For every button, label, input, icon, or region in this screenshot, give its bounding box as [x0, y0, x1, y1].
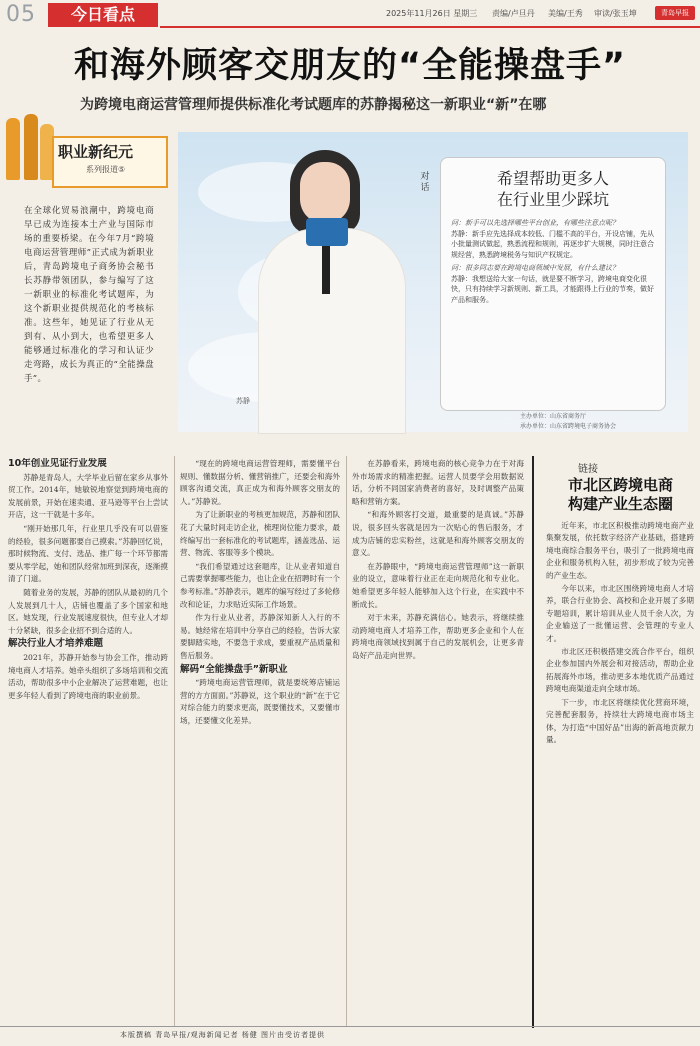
credit-organizer: 主办单位：山东省商务厅 — [520, 413, 587, 420]
paragraph: 在苏静眼中，“跨境电商运营管理师”这一新职业的设立，意味着行业正在走向规范化和专业化。她希望更多年轻人能够加入这个行业，在实践中不断成长。 — [352, 561, 524, 609]
question-1: 问：新手可以先选择哪些平台创业，有哪些注意点呢？ — [451, 219, 619, 227]
paragraph: 作为行业从业者，苏静深知新人入行的不易。她经常在培训中分享自己的经验，告诉大家要脚踏实地，不要急于求成，要重视产品质量和售后服务。 — [180, 613, 340, 660]
article-column-1 — [8, 458, 168, 1026]
person-body — [258, 228, 406, 434]
header-date: 2025年11月26日 星期三 — [386, 9, 478, 18]
microphone-icon — [306, 218, 348, 246]
paragraph: “和海外顾客打交道，最重要的是真诚。”苏静说，很多回头客就是因为一次贴心的售后服务，才成为店铺的忠实粉丝，这就是和海外顾客交朋友的意义。 — [352, 510, 524, 558]
section-heading: 10年创业见证行业发展 — [8, 458, 107, 469]
answer-2: 苏静：我想送给大家一句话，就是要不断学习，跨境电商变化很快，只有持续学习新规则、新工具，才能跟得上行业的节奏，做好产品和服务。 — [451, 274, 654, 304]
paragraph: 近年来，市北区积极推动跨境电商产业集聚发展，依托数字经济产业基础，搭建跨境电商综合服务平台，吸引了一批跨境电商企业和服务机构入驻，初步形成了较为完善的产业生态。 — [546, 521, 694, 580]
person-face — [300, 162, 350, 224]
header-proofreader: 审读/张玉坤 — [594, 9, 637, 18]
answer-1: 苏静：新手应先选择成本较低、门槛不高的平台，开设店铺，先从小批量测试做起，熟悉流程和规则，再逐步扩大规模，同时注意合规经营，熟悉跨境税务与知识产权规定。 — [451, 229, 654, 259]
paragraph: 为了让新职业的考核更加规范，苏静和团队花了大量时间走访企业，梳理岗位能力要求，最终编写出一套标准化的考试题库，涵盖选品、运营、物流、客服等多个模块。 — [180, 510, 340, 558]
sidebar-title-line2: 构建产业生态圈 — [567, 495, 673, 513]
footer-credit: 本版撰稿 青岛早报/观海新闻记者 杨健 图片由受访者提供 — [120, 1031, 326, 1039]
column-divider — [174, 456, 175, 1026]
paragraph: 下一步，市北区将继续优化营商环境，完善配套服务，持续壮大跨境电商市场主体，为打造“中国好品”出海的新高地贡献力量。 — [546, 697, 694, 744]
section-heading: 解决行业人才培养难题 — [8, 638, 104, 650]
intro-paragraph: 在全球化贸易浪潮中，跨境电商早已成为连接本土产业与国际市场的重要桥梁。在今年7月“跨境电商运营管理师”正式成为新职业后，青岛跨境电子商务协会秘书长苏静带领团队，参与编写了这一新职业的标准化考试题库，为这个新职业提供规范化的考核标准。这些年，她见证了行业从无到有、从小到大，也希望更多人能够通过标准化的学习和认证少走弯路，成长为真正的“全能操盘手”。 — [24, 206, 154, 384]
qa-box — [440, 157, 666, 411]
paragraph: 苏静是青岛人，大学毕业后留在家乡从事外贸工作。2014年，她敏锐地察觉到跨境电商的发展前景，开始在速卖通、亚马逊等平台上尝试开店，这一干就是十多年。 — [8, 472, 168, 520]
column-name: 今日看点 — [48, 3, 158, 27]
qa-title-line2: 在行业里少踩坑 — [496, 190, 609, 209]
paragraph: 对于未来，苏静充满信心。她表示，将继续推动跨境电商人才培养工作，帮助更多企业和个人在跨境电商领域找到属于自己的发展机会，让更多青岛好产品走向世界。 — [352, 613, 524, 660]
page-number: 05 — [6, 2, 36, 27]
dialogue-label: 对话 — [420, 172, 430, 193]
qa-text — [451, 218, 657, 305]
footer-rule — [0, 1026, 700, 1027]
sidebar-title — [548, 476, 693, 514]
person-silhouette-icon — [6, 118, 20, 180]
paragraph: “现在的跨境电商运营管理师，需要懂平台规则、懂数据分析、懂营销推广，还要会和海外顾客沟通交流，真正成为和海外顾客交朋友的人。”苏静说。 — [180, 459, 340, 506]
paragraph: 在苏静看来，跨境电商的核心竞争力在于对海外市场需求的精准把握。运营人员要学会用数据说话，分析不同国家消费者的喜好，及时调整产品策略和营销方案。 — [352, 459, 524, 506]
article-column-2 — [180, 458, 340, 1026]
article-column-3 — [352, 458, 524, 1026]
paragraph: “跨境电商运营管理师，就是要统筹店铺运营的方方面面。”苏静说，这个职业的“新”在于它对综合能力的要求更高，既要懂技术，又要懂市场，还要懂文化差异。 — [180, 678, 340, 725]
header-rule — [160, 26, 700, 28]
credit-block — [520, 412, 616, 432]
microphone-handle — [322, 244, 330, 294]
sidebar-title-line1: 市北区跨境电商 — [567, 476, 673, 494]
headline: 和海外顾客交朋友的“全能操盘手” — [73, 46, 626, 86]
paragraph: 今年以来，市北区围绕跨境电商人才培养，联合行业协会、高校和企业开展了多期专题培训，累计培训从业人员千余人次，为企业输送了一批懂运营、会管理的专业人才。 — [546, 584, 694, 643]
question-2: 问：很多同志要在跨境电商领域中发展，有什么建议？ — [451, 264, 619, 272]
paragraph: 市北区还积极搭建交流合作平台，组织企业参加国内外展会和对接活动，帮助企业拓展海外市场，推动更多本地优质产品通过跨境电商渠道走向全球市场。 — [546, 647, 694, 694]
paragraph: 2021年，苏静开始参与协会工作，推动跨境电商人才培养。她牵头组织了多场培训和交流活动，帮助很多中小企业解决了运营难题，也让更多年轻人看到了跨境电商的职业前景。 — [8, 652, 168, 700]
paragraph: 随着业务的发展，苏静的团队从最初的几个人发展到几十人，店铺也覆盖了多个国家和地区。她发现，行业发展速度很快，但专业人才却十分紧缺，很多企业招不到合适的人。 — [8, 587, 168, 635]
page-header — [0, 0, 700, 30]
paragraph: “刚开始那几年，行业里几乎没有可以借鉴的经验，很多问题都要自己摸索。”苏静回忆说，那时候物流、支付、选品、推广每一个环节都需要从零学起，她和团队经常加班到深夜，逐渐摸清了门道。 — [8, 523, 168, 584]
subheadline: 为跨境电商运营管理师提供标准化考试题库的苏静揭秘这一新职业“新”在哪 — [80, 97, 547, 113]
paragraph: “我们希望通过这套题库，让从业者知道自己需要掌握哪些能力，也让企业在招聘时有一个参考标准。”苏静表示，题库的编写经过了多轮修改和论证，力求贴近实际工作场景。 — [180, 561, 340, 609]
newspaper-logo: 青岛早报 — [655, 6, 695, 20]
header-editor: 责编/卢旦丹 — [492, 9, 535, 18]
qa-title — [441, 168, 665, 210]
section-heading: 解码“全能操盘手”新职业 — [180, 663, 288, 675]
sidebar-link-label: 链接 — [578, 464, 598, 475]
series-title: 职业新纪元 — [58, 143, 134, 161]
person-silhouette-icon — [24, 114, 38, 180]
sidebar-body — [546, 520, 694, 1020]
credit-host: 承办单位：山东省跨境电子商务协会 — [520, 423, 617, 430]
header-designer: 美编/王秀 — [548, 9, 583, 18]
column-divider — [346, 456, 347, 1026]
series-subtitle: 系列报道⑤ — [86, 165, 126, 174]
photo-caption: 苏静 — [236, 397, 250, 405]
qa-title-line1: 希望帮助更多人 — [496, 169, 609, 188]
